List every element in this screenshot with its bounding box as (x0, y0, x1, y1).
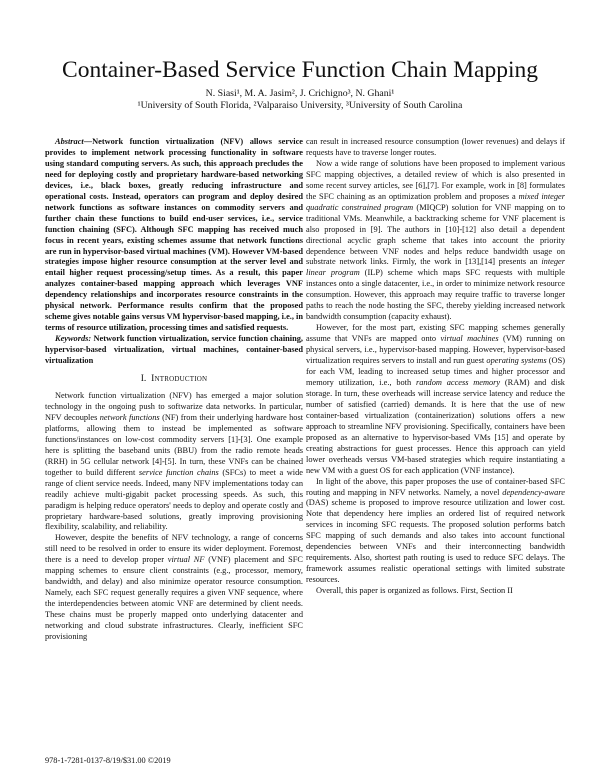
intro-paragraph-3 (306, 159, 565, 323)
text-run: Network function virtualization (NFV) has emerged a major solution technology in the ongoing push to softwarize data networks. In particular, NFV decouples (45, 391, 303, 422)
emphasis-run: integer linear program (306, 257, 565, 278)
emphasis-run: dependency-aware (502, 487, 565, 497)
text-run: (OS) for each VM, leading to increased setup times and higher processor and memory utilization, i.e., both (306, 356, 566, 387)
text-run: However, despite the benefits of NFV technology, a range of concerns still need to be resolved in order to ensure its wider deployment. Foremost, there is a need to develop proper (45, 533, 303, 565)
text-run: Now a wide range of solutions have been proposed to implement various SFC mapping objectives, a detailed review of which is also presented in some recent survey articles, see [6],[7]. For example, work in [8] formulates the SFC chaining as an optimization problem and proposes a (306, 158, 565, 201)
emphasis-run: service function chains (138, 467, 219, 477)
emphasis-run: virtual NF (167, 555, 205, 565)
intro-paragraph-2 (45, 533, 303, 643)
text-run: (RAM) and disk storage. In turn, these overheads will increase service latency and reduce the number of satisfied (carried) demands. It is here that the use of new container-based virtualization (containerization) solutions offers a new approach to streamline NFV provisioning. Specifically, containers have been proposed as an alternative to hypervisor-based VMs [15] and operate by creating abstractions for guest processes. Hence this approach can yield lower overheads versus VM-based strategies which require instantiating a new VM with a guest OS for each application (VNF instance). (306, 377, 565, 475)
abstract-text: Network function virtualization (NFV) allows service provides to implement network processing functionality in software using standard computing servers. As such, this approach precludes the need for deploying costly and proprietary hardware-based networking devices, i.e., black boxes, greatly reducing infrastructure and operational costs. Instead, operators can program and deploy desired network functions as software instances on commodity servers and further chain these functions to build end-user services, i.e., service function chaining (SFC). Although SFC mapping has received much focus in recent years, existing schemes assume that network functions are run in hypervisor-based virtual machines (VM). However VM-based strategies impose higher resource consumption at the server level and entail higher request processing/setup times. As a result, this paper analyzes container-based mapping approach which leverages VNF dependency relationships and incorporates resource constraints in the physical network. Performance results confirm that the proposed scheme gives notable gains versus VM hypervisor-based mapping, i.e., in terms of resource utilization, processing times and satisfied requests. (45, 137, 303, 333)
emphasis-run: virtual machines (440, 334, 499, 344)
text-run: However, for the most part, existing SFC mapping schemes generally assume that VNFs are mapped onto (306, 323, 565, 344)
intro-paragraph-continued: can result in increased resource consumption (lower revenues) and delays if requests have to traverse longer routes. (306, 137, 565, 157)
left-column (45, 137, 303, 643)
paper-title: Container-Based Service Function Chain Mapping (62, 57, 538, 83)
emphasis-run: mixed integer quadratic constrained program (306, 191, 565, 212)
text-run: (VM) running on physical servers, i.e., hypervisor-based mapping. However, hypervisor-based virtualization requires servers to install and run guest (306, 334, 565, 366)
keywords-label: Keywords: (55, 334, 92, 344)
text-run: (VNF) placement and SFC mapping schemes to ensure client constraints (e.g., processor, memory, bandwidth, and delay) and also minimize operator resource consumption. Namely, each SFC request generally requires a given VNF sequence, where the interdependencies between atomic VNF are determined by client needs. These chains must be properly mapped onto underlying datacenter and networking and cloud substrate infrastructures. Clearly, inefficient SFC provisioning (45, 555, 303, 641)
copyright-footer: 978-1-7281-0137-8/19/$31.00 ©2019 (45, 756, 171, 765)
author-list: N. Siasi¹, M. A. Jasim², J. Crichigno³, N. Ghani¹ (205, 88, 395, 99)
keywords-text: Network function virtualization, service function chaining, hypervisor-based virtualization, virtual machines, container-based virtualization (45, 334, 303, 366)
abstract-label: Abstract— (55, 137, 93, 146)
affiliation-list: ¹University of South Florida, ²Valparaiso University, ³University of South Carolina (137, 100, 463, 111)
text-run: (MIQCP) solution for VNF mapping on to traditional VMs. Meanwhile, a backtracking scheme for VNF placement is also proposed in [9]. The authors in [10]-[12] also detail a dependent directional acyclic graph scheme that takes into account the priority dependence between VNF nodes and helps reduce bandwidth usage on substrate network links. Firmly, the work in [13],[14] presents an (306, 202, 565, 267)
text-run: (NF) from their underlying hardware host platforms, allowing them to instead be implemented as software functions/instances on low-cost commodity servers [1]-[3]. One example here is splitting the baseband units (BBU) from the radio remote heads (RRH) in 5G cellular network [4]-[5]. In turn, these VNFs can be chained together to build different (45, 412, 304, 477)
section-title: Introduction (151, 373, 208, 385)
text-run: (DAS) scheme is proposed to improve resource utilization and lower cost. Note that dependency here implies an ordered list of required network services in incoming SFC requests. The proposed solution performs batch SFC mapping of such demands and also takes into account functional dependencies between VNFs and their interconnecting bandwidth requirements. Also, shortest path routing is used to reduce SFC delays. The framework assumes realistic operational settings with limited substrate resources. (306, 498, 565, 585)
emphasis-run: operating systems (486, 356, 547, 366)
text-run: In light of the above, this paper proposes the use of container-based SFC routing and mapping in NFV networks. Namely, a novel (306, 476, 565, 497)
intro-paragraph-4 (306, 323, 565, 476)
text-run: (ILP) scheme which maps SFC requests with multiple instances onto a single datacenter, i.e., in order to minimize network resource consumption. However, this approach may require traffic to traverse longer paths to reach the node hosting the SFC, thereby yielding increased network bandwidth consumption (capacity exhaust). (306, 268, 565, 322)
intro-paragraph-1 (45, 391, 303, 533)
section-heading (45, 373, 303, 385)
abstract (45, 137, 303, 334)
right-column (306, 137, 565, 597)
intro-paragraph-5 (306, 477, 565, 587)
emphasis-run: network functions (99, 412, 160, 422)
text-run: (SFCs) to meet a wide range of client service needs. Indeed, many NFV implementations today can readily achieve multi-gigabit packet processing speeds. As such, this paradigm is helping reduce operators' needs to deploy and operate costly and proprietary hardware-based solutions, greatly improving provisioning flexibility, scalability, and reliability. (45, 467, 303, 532)
keywords (45, 334, 303, 367)
intro-paragraph-6: Overall, this paper is organized as follows. First, Section II (316, 586, 513, 596)
emphasis-run: random access memory (415, 377, 501, 387)
section-number: I. (140, 373, 147, 385)
